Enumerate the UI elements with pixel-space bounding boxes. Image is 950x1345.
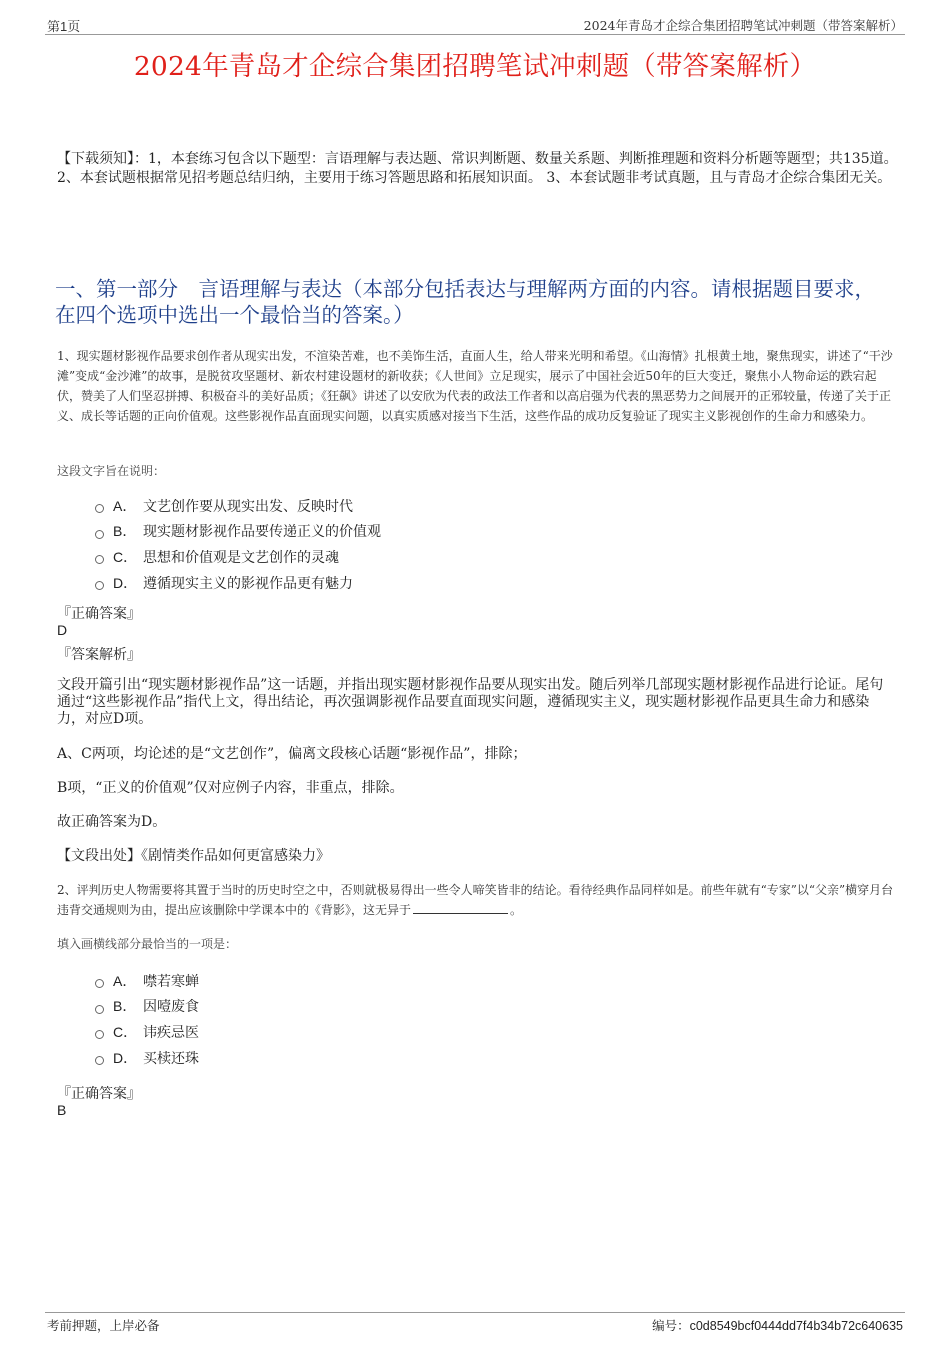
option-b[interactable]: B． 现实题材影视作品要传递正义的价值观: [95, 519, 381, 545]
correct-answer-label: 『正确答案』: [57, 606, 141, 622]
analysis-label: 『答案解析』: [57, 647, 141, 663]
document-code: 编号：c0d8549bcf0444dd7f4b34b72c640635: [652, 1318, 903, 1333]
correct-answer-label: 『正确答案』: [57, 1086, 141, 1102]
analysis-conclusion: 故正确答案为D。: [57, 814, 167, 830]
radio-icon[interactable]: [95, 504, 104, 513]
radio-icon[interactable]: [95, 530, 104, 539]
analysis-paragraph: 文段开篇引出“现实题材影视作品”这一话题，并指出现实题材影视作品要从现实出发。随后列举几部现实题材影视作品进行论证。尾句通过“这些影视作品”指代上文，得出结论，再次强调影视作品要直面现实问题，遵循现实主义，现实题材影视作品更具生命力和感染力，对应D项。: [57, 677, 884, 727]
radio-icon[interactable]: [95, 1030, 104, 1039]
header-doc-title: 2024年青岛才企综合集团招聘笔试冲刺题（带答案解析）: [583, 18, 903, 33]
option-a[interactable]: A． 文艺创作要从现实出发、反映时代: [95, 493, 381, 519]
option-c[interactable]: C． 讳疾忌医: [95, 1019, 199, 1045]
analysis-paragraph: B项，“正义的价值观”仅对应例子内容，非重点，排除。: [57, 780, 404, 796]
page-number: 第1页: [47, 19, 81, 34]
radio-icon[interactable]: [95, 581, 104, 590]
document-title: 2024年青岛才企综合集团招聘笔试冲刺题（带答案解析）: [133, 51, 817, 82]
page-header: [45, 14, 905, 35]
section-heading: 一、第一部分 言语理解与表达（本部分包括表达与理解两方面的内容。请根据题目要求，在四个选项中选出一个最恰当的答案。）: [55, 277, 875, 327]
radio-icon[interactable]: [95, 979, 104, 988]
option-d[interactable]: D． 遵循现实主义的影视作品更有魅力: [95, 570, 381, 596]
source-line: [57, 848, 887, 865]
question-1-text: 1、现实题材影视作品要求创作者从现实出发，不渲染苦难，也不美饰生活，直面人生，给人带来光明和希望。《山海情》扎根黄土地，聚焦现实，讲述了“干沙滩”变成“金沙滩”的故事，是脱贫攻坚题材、新农村建设题材的新收获；《人世间》立足现实，展示了中国社会近50年的巨大变迁，聚焦小人物命运的跌宕起伏，赞美了人们坚忍拼搏、积极奋斗的美好品质；《狂飙》讲述了以安欣为代表的政法工作者和以高启强为代表的黑恶势力之间展开的正邪较量，传递了关于正义、成长等话题的正向价值观。这些影视作品直面现实问题，以真实质感对接当下生活，这些作品的成功反复验证了现实主义影视创作的生命力和感染力。: [57, 349, 893, 423]
footer-slogan: 考前押题，上岸必备: [47, 1318, 160, 1333]
option-d[interactable]: D． 买椟还珠: [95, 1045, 199, 1071]
download-notice: 【下载须知】：1，本套练习包含以下题型：言语理解与表达题、常识判断题、数量关系题、判断推理题和资料分析题等题型；共135道。 2、本套试题根据常见招考题总结归纳，主要用于练习答题思路和拓展知识面。 3、本套试题非考试真题，且与青岛才企综合集团无关。: [57, 151, 898, 186]
radio-icon[interactable]: [95, 1056, 104, 1065]
fill-blank: [413, 903, 508, 914]
question-1-prompt: 这段文字旨在说明：: [57, 464, 166, 478]
correct-answer: B: [57, 1102, 67, 1118]
radio-icon[interactable]: [95, 1005, 104, 1014]
page-footer: [45, 1312, 905, 1333]
option-c[interactable]: C． 思想和价值观是文艺创作的灵魂: [95, 544, 381, 570]
source-label: 【文段出处】: [57, 848, 141, 864]
option-b[interactable]: B． 因噎废食: [95, 994, 199, 1020]
source-title: 《剧情类作品如何更富感染力》: [141, 848, 330, 864]
question-1-options: [95, 493, 381, 595]
radio-icon[interactable]: [95, 555, 104, 564]
question-2-text: 2、评判历史人物需要将其置于当时的历史时空之中，否则就极易得出一些令人啼笑皆非的结论。看待经典作品同样如是。前些年就有“专家”以“父亲”横穿月台违背交通规则为由，提出应该删除中学课本中的《背影》，这无异于 。: [57, 883, 894, 917]
analysis-paragraph: A、C两项，均论述的是“文艺创作”，偏离文段核心话题“影视作品”，排除；: [57, 746, 527, 762]
question-2-options: [95, 968, 199, 1070]
option-a[interactable]: A． 噤若寒蝉: [95, 968, 199, 994]
correct-answer: D: [57, 622, 68, 638]
question-2-prompt: 填入画横线部分最恰当的一项是：: [57, 937, 238, 951]
